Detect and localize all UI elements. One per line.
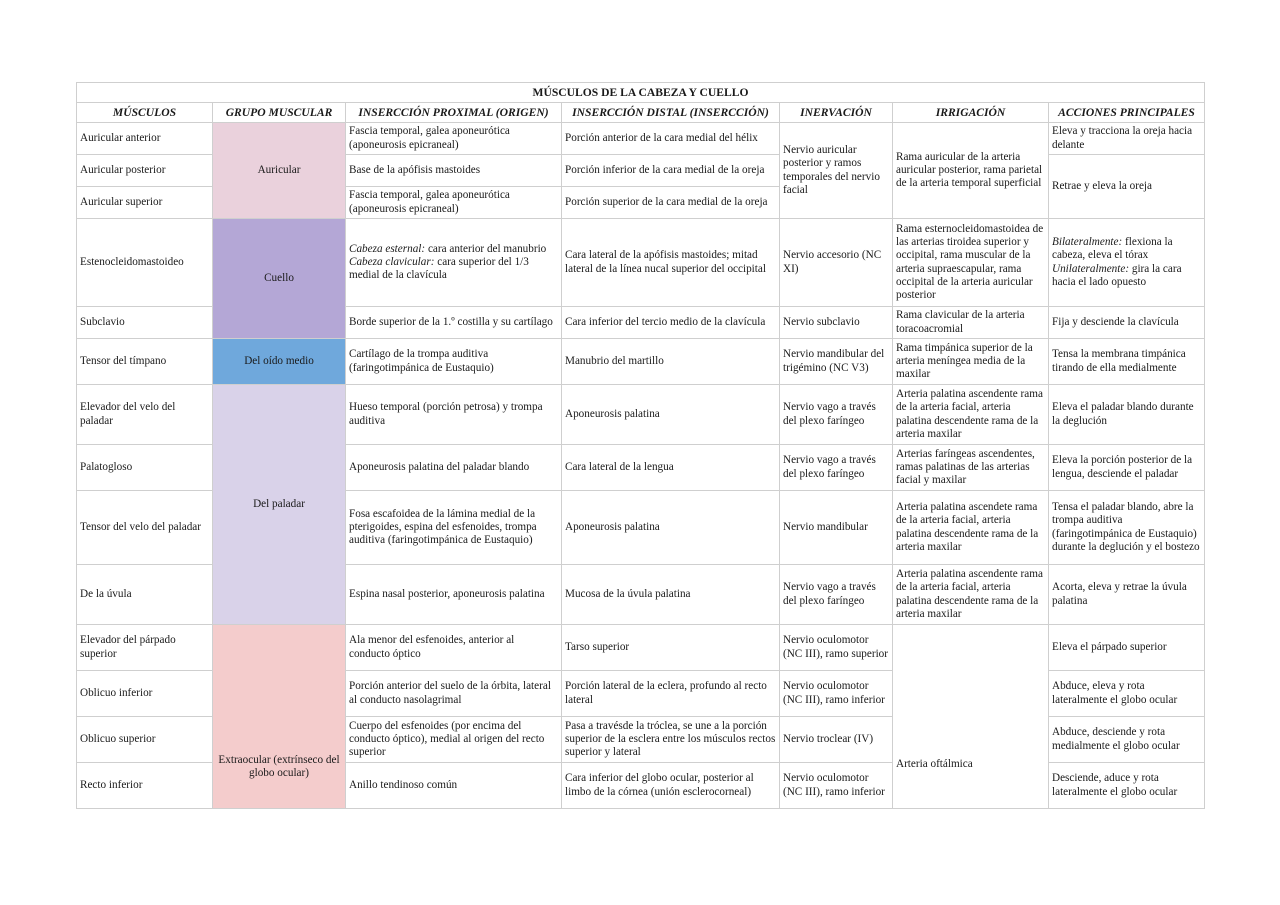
table-row bbox=[77, 625, 1205, 671]
insertion-cell: Cara inferior del tercio medio de la clavícula bbox=[562, 307, 780, 339]
header-irrigacion: IRRIGACIÓN bbox=[893, 103, 1049, 123]
nerve-cell: Nervio accesorio (NC XI) bbox=[780, 219, 893, 307]
group-auricular: Auricular bbox=[213, 123, 346, 219]
muscles-table bbox=[76, 82, 1205, 809]
muscle-name: Subclavio bbox=[77, 307, 213, 339]
insertion-cell: Pasa a travésde la tróclea, se une a la porción superior de la esclera entre los músculos rectos superior y lateral bbox=[562, 717, 780, 763]
group-oido-medio: Del oído medio bbox=[213, 339, 346, 385]
muscle-name: Estenocleidomastoideo bbox=[77, 219, 213, 307]
origin-label: Cabeza clavicular: bbox=[349, 255, 435, 268]
nerve-cell: Nervio mandibular del trigémino (NC V3) bbox=[780, 339, 893, 385]
irrigation-cell: Arteria palatina ascendente rama de la arteria facial, arteria palatina descendente rama de la arteria maxilar bbox=[893, 385, 1049, 445]
origin-cell: Fascia temporal, galea aponeurótica (aponeurosis epicraneal) bbox=[346, 187, 562, 219]
group-extraocular: Extraocular (extrínseco del globo ocular) bbox=[213, 625, 346, 809]
insertion-cell: Manubrio del martillo bbox=[562, 339, 780, 385]
nerve-cell: Nervio troclear (IV) bbox=[780, 717, 893, 763]
title-row bbox=[77, 83, 1205, 103]
action-cell: Retrae y eleva la oreja bbox=[1049, 155, 1205, 219]
action-text: gira la cara hacia el lado opuesto bbox=[1052, 262, 1182, 288]
muscle-name: Elevador del párpado superior bbox=[77, 625, 213, 671]
nerve-cell: Nervio vago a través del plexo faríngeo bbox=[780, 445, 893, 491]
action-cell: Abduce, eleva y rota lateralmente el globo ocular bbox=[1049, 671, 1205, 717]
muscle-name: De la úvula bbox=[77, 565, 213, 625]
action-cell: Desciende, aduce y rota lateralmente el globo ocular bbox=[1049, 763, 1205, 809]
insertion-cell: Cara inferior del globo ocular, posterior al limbo de la córnea (unión esclerocorneal) bbox=[562, 763, 780, 809]
nerve-cell: Nervio oculomotor (NC III), ramo inferior bbox=[780, 763, 893, 809]
origin-cell: Espina nasal posterior, aponeurosis palatina bbox=[346, 565, 562, 625]
muscle-name: Tensor del tímpano bbox=[77, 339, 213, 385]
origin-cell: Anillo tendinoso común bbox=[346, 763, 562, 809]
nerve-cell: Nervio mandibular bbox=[780, 491, 893, 565]
action-cell: Eleva el paladar blando durante la deglución bbox=[1049, 385, 1205, 445]
action-cell: Fija y desciende la clavícula bbox=[1049, 307, 1205, 339]
muscle-name: Recto inferior bbox=[77, 763, 213, 809]
origin-text: cara anterior del manubrio bbox=[425, 242, 547, 255]
action-cell: Tensa el paladar blando, abre la trompa auditiva (faringotimpánica de Eustaquio) durante la deglución y el bostezo bbox=[1049, 491, 1205, 565]
irrigation-cell: Arteria palatina ascendente rama de la arteria facial, arteria palatina descendente rama de la arteria maxilar bbox=[893, 565, 1049, 625]
irrigation-cell: Arterias faríngeas ascendentes, ramas palatinas de las arterias facial y maxilar bbox=[893, 445, 1049, 491]
insertion-cell: Cara lateral de la lengua bbox=[562, 445, 780, 491]
origin-cell: Ala menor del esfenoides, anterior al conducto óptico bbox=[346, 625, 562, 671]
origin-cell bbox=[346, 219, 562, 307]
origin-cell: Porción anterior del suelo de la órbita, lateral al conducto nasolagrimal bbox=[346, 671, 562, 717]
action-cell bbox=[1049, 219, 1205, 307]
header-inervacion: INERVACIÓN bbox=[780, 103, 893, 123]
nerve-cell: Nervio subclavio bbox=[780, 307, 893, 339]
origin-label: Cabeza esternal: bbox=[349, 242, 426, 255]
origin-text: cara superior del 1/3 medial de la clavícula bbox=[349, 255, 529, 282]
origin-cell: Base de la apófisis mastoides bbox=[346, 155, 562, 187]
action-cell: Eleva y tracciona la oreja hacia delante bbox=[1049, 123, 1205, 155]
nerve-cell: Nervio oculomotor (NC III), ramo superior bbox=[780, 625, 893, 671]
action-cell: Abduce, desciende y rota medialmente el globo ocular bbox=[1049, 717, 1205, 763]
action-text: flexiona la cabeza, eleva el tórax bbox=[1052, 236, 1173, 262]
insertion-cell: Tarso superior bbox=[562, 625, 780, 671]
action-cell: Tensa la membrana timpánica tirando de ella medialmente bbox=[1049, 339, 1205, 385]
muscle-name: Auricular superior bbox=[77, 187, 213, 219]
irrigation-cell: Rama clavicular de la arteria toracoacromial bbox=[893, 307, 1049, 339]
muscle-name: Tensor del velo del paladar bbox=[77, 491, 213, 565]
insertion-cell: Porción inferior de la cara medial de la oreja bbox=[562, 155, 780, 187]
header-insercion-distal: INSERCCIÓN DISTAL (INSERCCIÓN) bbox=[562, 103, 780, 123]
muscle-name: Auricular anterior bbox=[77, 123, 213, 155]
table-row bbox=[77, 385, 1205, 445]
table-row bbox=[77, 339, 1205, 385]
origin-cell: Cartílago de la trompa auditiva (faringotimpánica de Eustaquio) bbox=[346, 339, 562, 385]
insertion-cell: Aponeurosis palatina bbox=[562, 491, 780, 565]
header-insercion-proximal: INSERCCIÓN PROXIMAL (ORIGEN) bbox=[346, 103, 562, 123]
origin-cell: Cuerpo del esfenoides (por encima del conducto óptico), medial al origen del recto superior bbox=[346, 717, 562, 763]
origin-cell: Hueso temporal (porción petrosa) y trompa auditiva bbox=[346, 385, 562, 445]
irrigation-cell: Arteria oftálmica bbox=[893, 625, 1049, 809]
irrigation-cell: Rama timpánica superior de la arteria meníngea media de la maxilar bbox=[893, 339, 1049, 385]
irrigation-cell: Arteria palatina ascendete rama de la arteria facial, arteria palatina descendente rama de la arteria maxilar bbox=[893, 491, 1049, 565]
nerve-cell: Nervio oculomotor (NC III), ramo inferior bbox=[780, 671, 893, 717]
insertion-cell: Porción superior de la cara medial de la oreja bbox=[562, 187, 780, 219]
insertion-cell: Cara lateral de la apófisis mastoides; mitad lateral de la línea nucal superior del occipital bbox=[562, 219, 780, 307]
action-label: Unilateralmente: bbox=[1052, 262, 1130, 275]
insertion-cell: Porción lateral de la eclera, profundo al recto lateral bbox=[562, 671, 780, 717]
irrigation-cell: Rama esternocleidomastoidea de las arterias tiroidea superior y occipital, rama muscular de la arteria supraescapular, rama occipital de la arteria auricular posterior bbox=[893, 219, 1049, 307]
irrigation-cell: Rama auricular de la arteria auricular posterior, rama parietal de la arteria temporal superficial bbox=[893, 123, 1049, 219]
muscle-name: Auricular posterior bbox=[77, 155, 213, 187]
header-grupo-muscular: GRUPO MUSCULAR bbox=[213, 103, 346, 123]
insertion-cell: Aponeurosis palatina bbox=[562, 385, 780, 445]
insertion-cell: Mucosa de la úvula palatina bbox=[562, 565, 780, 625]
nerve-cell: Nervio vago a través del plexo faríngeo bbox=[780, 565, 893, 625]
origin-cell: Fascia temporal, galea aponeurótica (aponeurosis epicraneal) bbox=[346, 123, 562, 155]
header-musculos: MÚSCULOS bbox=[77, 103, 213, 123]
muscle-name: Palatogloso bbox=[77, 445, 213, 491]
muscle-name: Oblicuo superior bbox=[77, 717, 213, 763]
origin-cell: Fosa escafoidea de la lámina medial de la pterigoides, espina del esfenoides, trompa auditiva (faringotimpánica de Eustaquio) bbox=[346, 491, 562, 565]
group-paladar: Del paladar bbox=[213, 385, 346, 625]
table-title: MÚSCULOS DE LA CABEZA Y CUELLO bbox=[77, 83, 1205, 103]
group-cuello: Cuello bbox=[213, 219, 346, 339]
insertion-cell: Porción anterior de la cara medial del hélix bbox=[562, 123, 780, 155]
header-acciones: ACCIONES PRINCIPALES bbox=[1049, 103, 1205, 123]
action-cell: Eleva el párpado superior bbox=[1049, 625, 1205, 671]
nerve-cell: Nervio vago a través del plexo faríngeo bbox=[780, 385, 893, 445]
nerve-cell: Nervio auricular posterior y ramos temporales del nervio facial bbox=[780, 123, 893, 219]
action-label: Bilateralmente: bbox=[1052, 236, 1123, 249]
origin-cell: Aponeurosis palatina del paladar blando bbox=[346, 445, 562, 491]
action-cell: Eleva la porción posterior de la lengua, desciende el paladar bbox=[1049, 445, 1205, 491]
muscle-name: Oblicuo inferior bbox=[77, 671, 213, 717]
action-cell: Acorta, eleva y retrae la úvula palatina bbox=[1049, 565, 1205, 625]
table-row bbox=[77, 219, 1205, 307]
header-row bbox=[77, 103, 1205, 123]
table-row bbox=[77, 123, 1205, 155]
muscle-name: Elevador del velo del paladar bbox=[77, 385, 213, 445]
origin-cell: Borde superior de la 1.º costilla y su cartílago bbox=[346, 307, 562, 339]
